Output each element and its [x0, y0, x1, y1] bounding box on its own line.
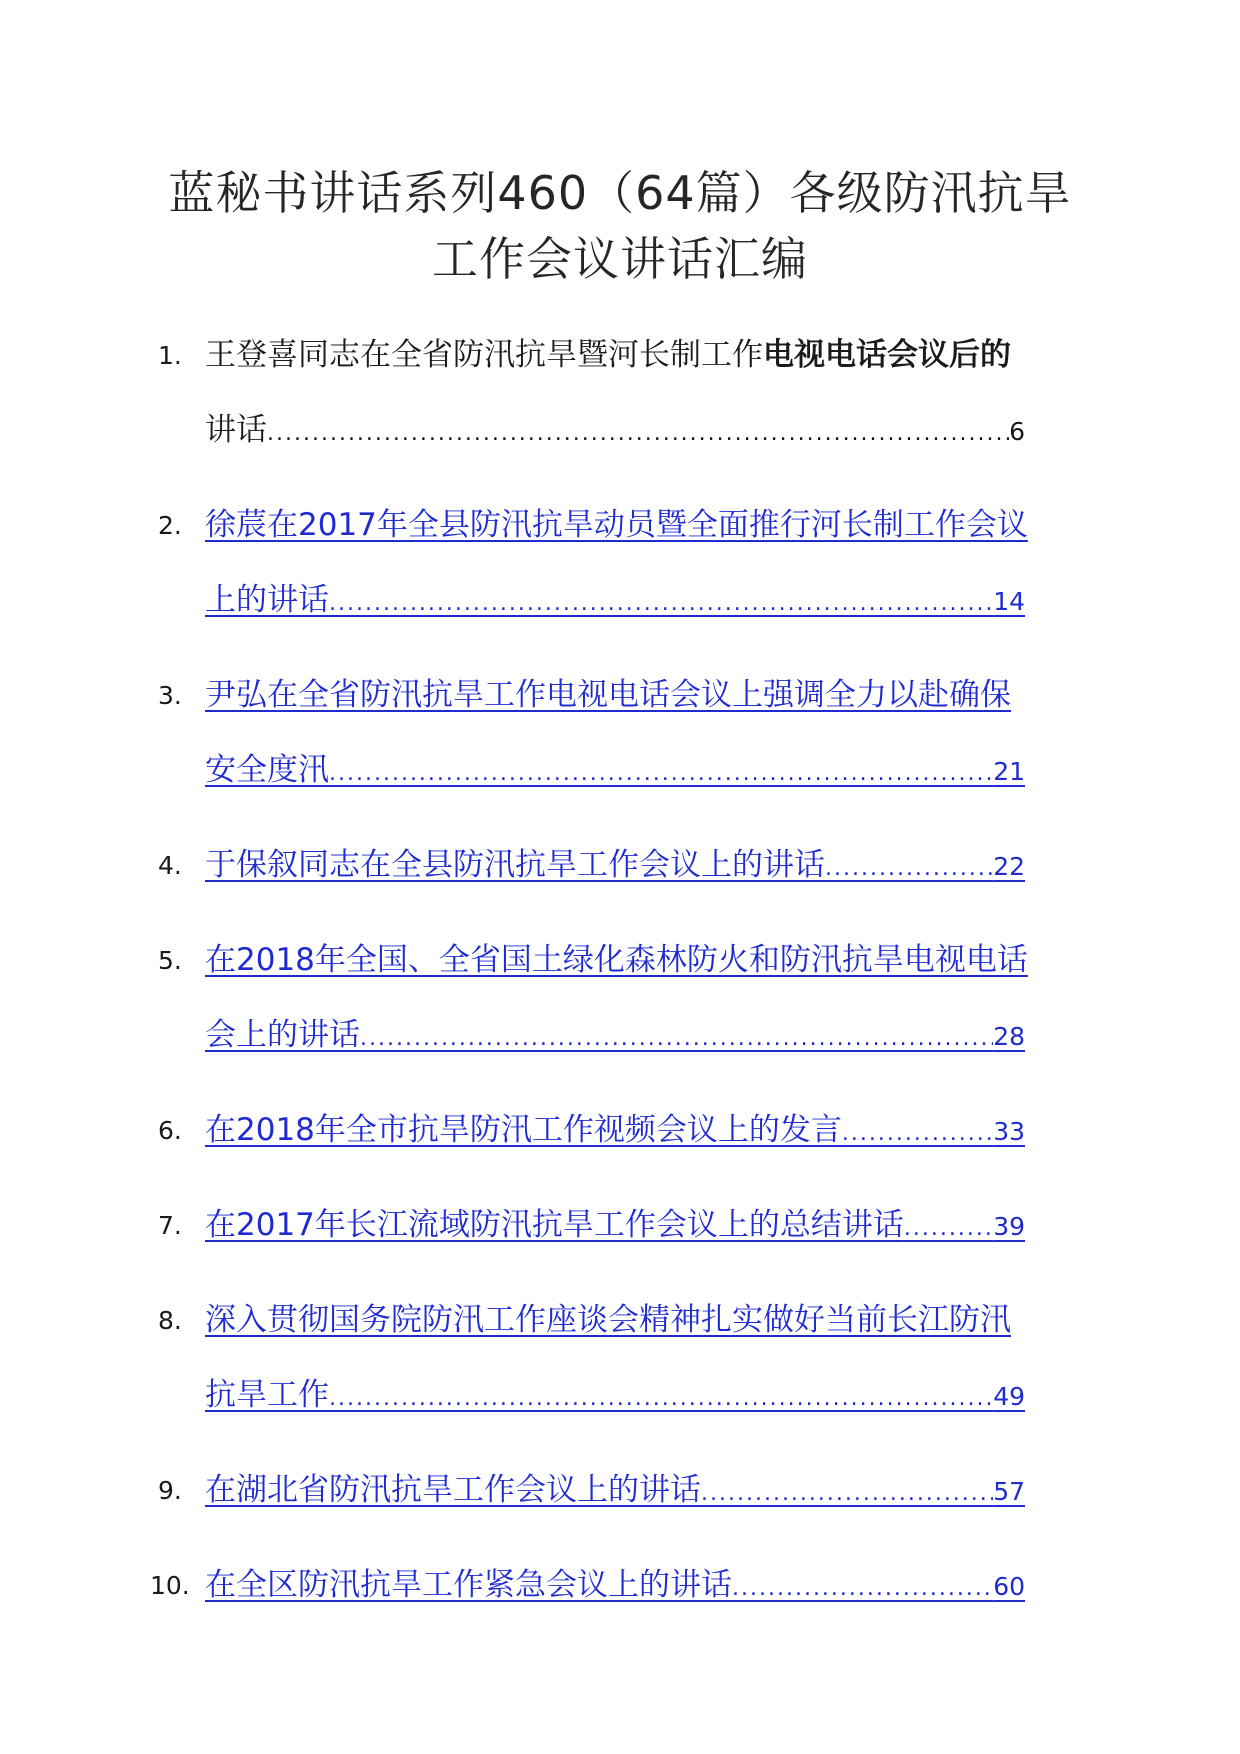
toc-page-number: 33	[993, 1117, 1025, 1146]
toc-entry-line2: 在2017年长江流域防汛抗旱工作会议上的总结讲话	[205, 1207, 904, 1243]
toc-leader-dots	[825, 831, 993, 906]
toc-page-number: 21	[993, 757, 1025, 786]
toc-item-number: 3.	[158, 681, 182, 710]
toc-item-7	[150, 1188, 1090, 1266]
toc-link[interactable]	[205, 1093, 1090, 1171]
toc-item-2	[150, 488, 1090, 641]
toc-item-number: 4.	[158, 851, 182, 880]
toc-item-4	[150, 828, 1090, 906]
toc-entry-line2: 于保叙同志在全县防汛抗旱工作会议上的讲话	[205, 847, 825, 883]
toc-item-10	[150, 1548, 1090, 1626]
toc-page-number: 14	[993, 587, 1025, 616]
toc-leader-dots	[267, 396, 1009, 471]
toc-leader-dots	[329, 736, 993, 811]
toc-link[interactable]	[205, 828, 1090, 906]
toc-item-1	[150, 318, 1090, 471]
toc-link[interactable]	[205, 1548, 1090, 1626]
title-line-2: 工作会议讲话汇编	[432, 232, 808, 286]
toc-entry-line1: 在2018年全国、全省国土绿化森林防火和防汛抗旱电视电话	[205, 942, 1028, 978]
toc-entry-line2: 在全区防汛抗旱工作紧急会议上的讲话	[205, 1567, 732, 1603]
toc-leader-dots	[329, 1361, 993, 1436]
toc-item-number: 9.	[158, 1476, 182, 1505]
toc-item-9	[150, 1453, 1090, 1531]
toc-entry-line2: 上的讲话	[205, 582, 329, 618]
toc-item-number: 10.	[150, 1571, 190, 1600]
toc-item-8	[150, 1283, 1090, 1436]
toc-link[interactable]	[205, 488, 1090, 641]
toc-entry-line1: 徐莀在2017年全县防汛抗旱动员暨全面推行河长制工作会议	[205, 507, 1028, 543]
toc-leader-dots	[701, 1456, 993, 1531]
toc-entry-line1: 王登喜同志在全省防汛抗旱暨河长制工作	[205, 337, 763, 373]
title-line-1: 蓝秘书讲话系列460（64篇）各级防汛抗旱	[168, 166, 1072, 220]
toc-item-number: 5.	[158, 946, 182, 975]
toc-page-number: 57	[993, 1477, 1025, 1506]
toc-entry-line2: 抗旱工作	[205, 1377, 329, 1413]
toc-link[interactable]	[205, 1453, 1090, 1531]
toc-item-number: 6.	[158, 1116, 182, 1145]
document-title	[120, 160, 1120, 292]
toc-page-number: 60	[993, 1572, 1025, 1601]
toc-item-number: 1.	[158, 341, 182, 370]
toc-page-number: 49	[993, 1382, 1025, 1411]
toc-entry-line2: 会上的讲话	[205, 1017, 360, 1053]
toc-link[interactable]	[205, 1188, 1090, 1266]
toc-item-3	[150, 658, 1090, 811]
toc-item-number: 2.	[158, 511, 182, 540]
toc-entry-text	[205, 318, 1090, 471]
toc-leader-dots	[360, 1001, 993, 1076]
toc-entry-line1: 深入贯彻国务院防汛工作座谈会精神扎实做好当前长江防汛	[205, 1302, 1011, 1338]
toc-page-number: 6	[1009, 417, 1025, 446]
toc-page-number: 22	[993, 852, 1025, 881]
table-of-contents	[150, 318, 1090, 1643]
toc-leader-dots	[732, 1551, 993, 1626]
toc-entry-line2: 讲话	[205, 412, 267, 448]
toc-entry-line1: 尹弘在全省防汛抗旱工作电视电话会议上强调全力以赴确保	[205, 677, 1011, 713]
toc-entry-line2: 在湖北省防汛抗旱工作会议上的讲话	[205, 1472, 701, 1508]
toc-item-5	[150, 923, 1090, 1076]
toc-page-number: 28	[993, 1022, 1025, 1051]
toc-link[interactable]	[205, 1283, 1090, 1436]
toc-entry-line2: 在2018年全市抗旱防汛工作视频会议上的发言	[205, 1112, 842, 1148]
toc-leader-dots	[329, 566, 993, 641]
toc-entry-line2: 安全度汛	[205, 752, 329, 788]
toc-entry-line1-bold: 电视电话会议后的	[763, 337, 1011, 373]
toc-link[interactable]	[205, 923, 1090, 1076]
toc-item-6	[150, 1093, 1090, 1171]
toc-item-number: 7.	[158, 1211, 182, 1240]
toc-link[interactable]	[205, 658, 1090, 811]
toc-leader-dots	[842, 1096, 993, 1171]
toc-leader-dots	[904, 1191, 993, 1266]
toc-page-number: 39	[993, 1212, 1025, 1241]
toc-item-number: 8.	[158, 1306, 182, 1335]
